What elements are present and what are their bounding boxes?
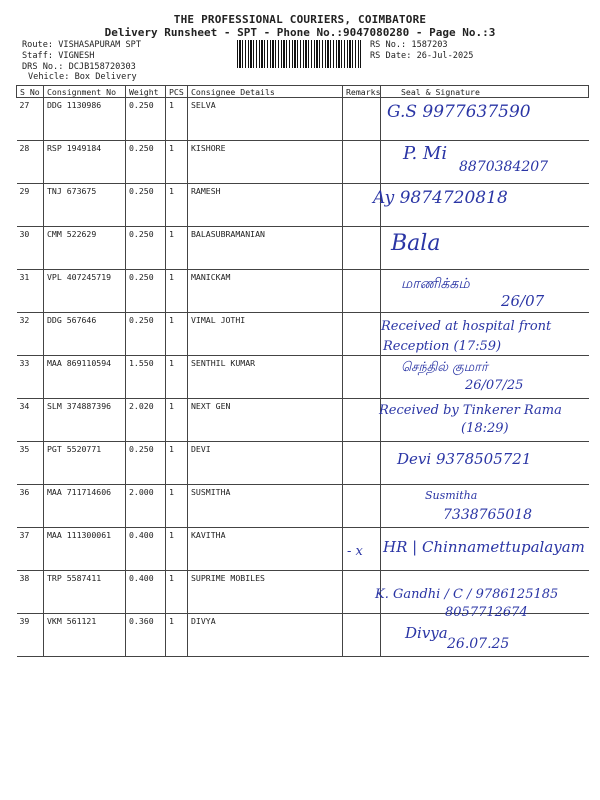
handwritten-phone: 7338765018 xyxy=(443,507,533,523)
cell-consignee: KISHORE xyxy=(188,141,343,184)
handwritten-note: Received by Tinkerer Rama xyxy=(379,403,562,418)
cell-sno: 34 xyxy=(17,399,44,442)
cell-weight: 2.000 xyxy=(126,485,166,528)
route-info: Route: VISHASAPURAM SPT xyxy=(22,40,141,50)
cell-sno: 37 xyxy=(17,528,44,571)
cell-signature xyxy=(373,184,589,227)
handwritten-phone: 8870384207 xyxy=(459,159,549,175)
table-row xyxy=(17,571,589,614)
cell-consignment-no: VKM 561121 xyxy=(44,614,126,657)
handwritten-signature: P. Mi xyxy=(403,143,448,164)
table-row xyxy=(17,485,589,528)
cell-signature xyxy=(381,227,589,270)
cell-sno: 39 xyxy=(17,614,44,657)
cell-signature xyxy=(381,356,589,399)
cell-signature xyxy=(381,399,589,442)
cell-weight: 0.250 xyxy=(126,313,166,356)
rs-number: RS No.: 1587203 xyxy=(370,40,448,50)
cell-signature xyxy=(381,442,589,485)
cell-consignment-no: MAA 711714606 xyxy=(44,485,126,528)
delivery-table xyxy=(16,85,589,657)
cell-weight: 1.550 xyxy=(126,356,166,399)
handwritten-note: Received at hospital front xyxy=(381,319,552,334)
cell-consignee: RAMESH xyxy=(188,184,343,227)
cell-consignee: MANICKAM xyxy=(188,270,343,313)
cell-sno: 32 xyxy=(17,313,44,356)
cell-remarks xyxy=(343,270,381,313)
cell-consignment-no: DDG 1130986 xyxy=(44,98,126,141)
handwritten-signature: Devi 9378505721 xyxy=(397,450,532,468)
cell-consignment-no: SLM 374887396 xyxy=(44,399,126,442)
cell-pcs: 1 xyxy=(166,614,188,657)
cell-weight: 0.250 xyxy=(126,98,166,141)
header-sno: S No xyxy=(17,86,44,98)
cell-consignment-no: MAA 869110594 xyxy=(44,356,126,399)
cell-consignee: KAVITHA xyxy=(188,528,343,571)
cell-signature xyxy=(381,313,589,356)
cell-pcs: 1 xyxy=(166,571,188,614)
cell-sno: 28 xyxy=(17,141,44,184)
cell-pcs: 1 xyxy=(166,313,188,356)
cell-consignment-no: TRP 5587411 xyxy=(44,571,126,614)
rs-date: RS Date: 26-Jul-2025 xyxy=(370,51,474,61)
cell-consignee: SENTHIL KUMAR xyxy=(188,356,343,399)
cell-consignment-no: DDG 567646 xyxy=(44,313,126,356)
cell-remarks xyxy=(343,399,381,442)
cell-remarks xyxy=(343,98,381,141)
company-title: THE PROFESSIONAL COURIERS, COIMBATORE xyxy=(173,13,427,26)
cell-signature xyxy=(381,141,589,184)
cell-signature xyxy=(381,614,589,657)
table-header-row xyxy=(17,86,589,98)
handwritten-signature: Bala xyxy=(391,231,441,256)
cell-sno: 33 xyxy=(17,356,44,399)
cell-pcs: 1 xyxy=(166,485,188,528)
cell-remarks xyxy=(343,356,381,399)
cell-sno: 27 xyxy=(17,98,44,141)
cell-sno: 29 xyxy=(17,184,44,227)
cell-signature xyxy=(381,528,589,571)
cell-weight: 0.250 xyxy=(126,141,166,184)
cell-consignee: SELVA xyxy=(188,98,343,141)
staff-info: Staff: VIGNESH xyxy=(22,51,95,61)
cell-weight: 0.250 xyxy=(126,227,166,270)
cell-pcs: 1 xyxy=(166,270,188,313)
table-row xyxy=(17,614,589,657)
header-remarks: Remarks xyxy=(343,86,381,98)
table-row xyxy=(17,98,589,141)
header-weight: Weight xyxy=(126,86,166,98)
table-row xyxy=(17,270,589,313)
cell-pcs: 1 xyxy=(166,184,188,227)
cell-remarks xyxy=(343,485,381,528)
cell-pcs: 1 xyxy=(166,442,188,485)
handwritten-date: 26/07 xyxy=(501,292,545,310)
handwritten-signature: மாணிக்கம் xyxy=(401,276,470,292)
cell-weight: 0.400 xyxy=(126,571,166,614)
cell-consignee: DIVYA xyxy=(188,614,343,657)
table-row xyxy=(17,442,589,485)
handwritten-signature: K. Gandhi / C / 9786125185 xyxy=(375,587,559,602)
drs-barcode xyxy=(237,40,361,68)
cell-weight: 0.360 xyxy=(126,614,166,657)
cell-consignment-no: RSP 1949184 xyxy=(44,141,126,184)
cell-consignee: BALASUBRAMANIAN xyxy=(188,227,343,270)
drs-number: DRS No.: DCJB158720303 xyxy=(22,62,136,72)
table-row xyxy=(17,141,589,184)
cell-consignment-no: TNJ 673675 xyxy=(44,184,126,227)
cell-sno: 38 xyxy=(17,571,44,614)
table-row xyxy=(17,184,589,227)
table-row xyxy=(17,227,589,270)
cell-signature xyxy=(375,571,589,620)
handwritten-signature: Ay 9874720818 xyxy=(373,188,508,208)
handwritten-date: 26/07/25 xyxy=(465,378,524,393)
cell-consignee: VIMAL JOTHI xyxy=(188,313,343,356)
cell-consignee: DEVI xyxy=(188,442,343,485)
cell-sno: 36 xyxy=(17,485,44,528)
handwritten-note-time: Reception (17:59) xyxy=(383,339,502,354)
header-seal-signature: Seal & Signature xyxy=(381,86,589,98)
cell-signature xyxy=(381,485,589,528)
cell-consignee: NEXT GEN xyxy=(188,399,343,442)
cell-consignment-no: PGT 5520771 xyxy=(44,442,126,485)
cell-remarks xyxy=(343,141,381,184)
handwritten-signature: G.S 9977637590 xyxy=(387,102,531,122)
cell-pcs: 1 xyxy=(166,227,188,270)
cell-weight: 0.250 xyxy=(126,184,166,227)
cell-consignment-no: CMM 522629 xyxy=(44,227,126,270)
cell-pcs: 1 xyxy=(166,98,188,141)
handwritten-note-time: (18:29) xyxy=(461,421,509,436)
header-consignee-details: Consignee Details xyxy=(188,86,343,98)
cell-weight: 0.400 xyxy=(126,528,166,571)
header-pcs: PCS xyxy=(166,86,188,98)
header-consignment-no: Consignment No xyxy=(44,86,126,98)
cell-pcs: 1 xyxy=(166,528,188,571)
cell-pcs: 1 xyxy=(166,399,188,442)
cell-remarks xyxy=(343,227,381,270)
handwritten-signature: HR | Chinnamettupalayam xyxy=(383,538,585,556)
handwritten-signature: Divya xyxy=(405,624,448,642)
handwritten-remark: - x xyxy=(347,544,363,559)
table-row xyxy=(17,313,589,356)
handwritten-phone: 8057712674 xyxy=(445,605,528,620)
cell-signature xyxy=(381,98,589,141)
runsheet-title: Delivery Runsheet - SPT - Phone No.:9047080280 - Page No.:3 xyxy=(104,26,496,39)
vehicle-info: Vehicle: Box Delivery xyxy=(28,72,137,82)
table-row xyxy=(17,356,589,399)
cell-consignment-no: VPL 407245719 xyxy=(44,270,126,313)
cell-sno: 31 xyxy=(17,270,44,313)
cell-sno: 35 xyxy=(17,442,44,485)
cell-weight: 2.020 xyxy=(126,399,166,442)
cell-pcs: 1 xyxy=(166,141,188,184)
table-row xyxy=(17,399,589,442)
cell-pcs: 1 xyxy=(166,356,188,399)
cell-weight: 0.250 xyxy=(126,270,166,313)
handwritten-signature: Susmitha xyxy=(425,489,478,502)
handwritten-signature: செந்தில் குமார் xyxy=(401,360,488,375)
cell-signature xyxy=(381,270,589,313)
cell-remarks xyxy=(343,442,381,485)
cell-remarks xyxy=(343,313,381,356)
cell-sno: 30 xyxy=(17,227,44,270)
cell-remarks xyxy=(343,528,381,571)
table-row xyxy=(17,528,589,571)
cell-weight: 0.250 xyxy=(126,442,166,485)
cell-consignment-no: MAA 111300061 xyxy=(44,528,126,571)
handwritten-date: 26.07.25 xyxy=(447,636,510,652)
cell-consignee: SUPRIME MOBILES xyxy=(188,571,343,614)
cell-consignee: SUSMITHA xyxy=(188,485,343,528)
cell-remarks xyxy=(343,614,381,657)
